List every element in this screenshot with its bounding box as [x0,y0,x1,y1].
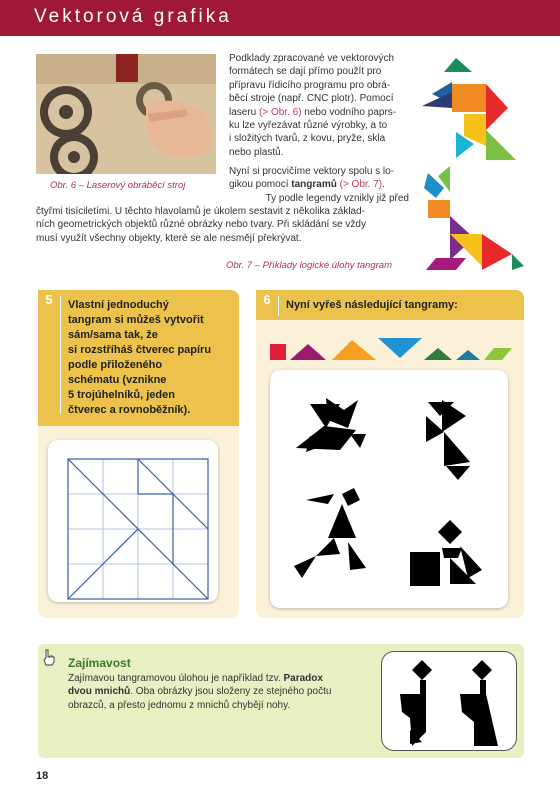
text-line: přípravu řídicího programu pro obrá- [229,79,391,91]
figure6-caption: Obr. 6 – Laserový obráběcí stroj [50,180,186,191]
tangram-examples-figure [416,48,528,278]
page-title: Vektorová grafika [34,6,232,27]
tangram-piece [426,258,466,270]
text-line: gikou pomocí tangramů (> Obr. 7). [229,179,385,191]
monk-neck [480,680,486,694]
figure7-link[interactable]: (> Obr. 7) [339,179,383,191]
fact-text: Zajímavou tangramovou úlohou je například tzv. Paradox dvou mnichů. Oba obrázky jsou složeny ze stejného počtu obrazců, a přesto jednomu z mnichů chybějí nohy. [68,673,332,711]
monk-body [460,694,498,746]
text-line: ku lze vyřezávat různé výrobky, a to [229,120,388,132]
task6-text: Nyní vyřeš následující tangramy: [286,299,458,311]
fact-title: Zajímavost [68,656,131,670]
divider [278,296,279,316]
puzzle-silhouette [350,434,366,448]
divider [60,296,61,414]
task6-number: 6 [256,290,278,312]
text-line: formátech se dají přímo použít pro [229,66,382,78]
monk-neck [420,680,426,694]
tangram-piece [482,234,512,270]
puzzle-silhouette [426,416,444,442]
tangram-piece [512,254,524,270]
large-triangle-piece [378,338,422,358]
paragraph-tangram-intro [229,165,409,205]
puzzle-silhouette [296,426,356,450]
monks-paradox-figure [382,652,516,750]
tangram-piece [486,130,516,160]
task5-text: Vlastní jednoduchý tangram si můžeš vytvořit sám/sama tak, že si rozstříháš čtverec papíru podle přiloženého schématu (vznikne 5 trojúhelníků, jeden čtverec a rovnoběžník). [68,299,212,416]
small-triangle-piece [456,350,480,360]
puzzle-silhouette [438,520,462,544]
pointing-hand-icon [40,648,58,666]
text-line: běcí stroje (např. CNC plotr). Pomocí [229,93,394,105]
paragraph-tangram-rules [36,205,416,245]
text-line: ních geometrických objektů různé obrázky nebo tvary. Při skládání se vždy [36,219,366,231]
puzzle-silhouette [342,488,360,506]
task5-number: 5 [38,290,60,312]
medium-triangle-piece [290,344,326,360]
tangram-piece [486,84,508,130]
figure6-link[interactable]: (> Obr. 6) [259,106,302,118]
puzzle-silhouette [446,466,470,480]
text-line: i složitých tvarů, z kovu, pryže, skla [229,133,386,145]
paragraph-vector-formats [229,52,409,159]
parallelogram-piece [484,348,512,360]
text-line: Nyní si procvičíme vektory spolu s lo- [229,166,395,177]
figure7-caption: Obr. 7 – Příklady logické úlohy tangram [226,260,392,271]
text-line: musí využít všechny objekty, které se ale nesmějí překrývat. [36,232,302,244]
small-triangle-piece [424,348,452,360]
puzzle-silhouette [294,556,316,578]
tangram-piece [428,200,450,218]
puzzle-silhouette [442,400,466,432]
large-triangle-piece [332,340,376,360]
puzzle-silhouette [444,432,470,466]
laser-cutter-photo [36,54,216,174]
monks-paradox-card [382,652,516,750]
page-header [0,0,560,36]
tangram-cut-scheme [48,440,218,602]
monk-head [472,660,492,680]
text-line: nebo plastů. [229,146,284,158]
puzzle-silhouette [348,542,366,570]
puzzle-silhouette [442,548,462,558]
puzzle-silhouette [316,538,340,556]
tangram-piece [444,58,472,72]
tangram-cut-scheme-card [48,440,218,602]
tangram-puzzle-silhouettes [270,370,508,608]
text-line: laseru (> Obr. 6) nebo vodního paprs- [229,106,397,118]
puzzle-silhouette [326,398,358,428]
text-line: Ty podle legendy vznikly již před [265,192,409,204]
tangram-pieces-legend [266,334,516,364]
text-line: Podklady zpracované ve vektorových [229,53,395,64]
tangram-piece [452,84,486,112]
puzzle-silhouette [410,552,440,586]
text-line: čtyřmi tisíciletími. U těchto hlavolamů je úkolem sestavit z několika základ- [36,206,366,217]
monk-head [412,660,432,680]
page-number: 18 [36,770,49,782]
puzzle-silhouette [306,494,334,504]
tangram-puzzles-card [270,370,508,608]
puzzle-silhouette [328,504,356,538]
square-piece [270,344,286,360]
